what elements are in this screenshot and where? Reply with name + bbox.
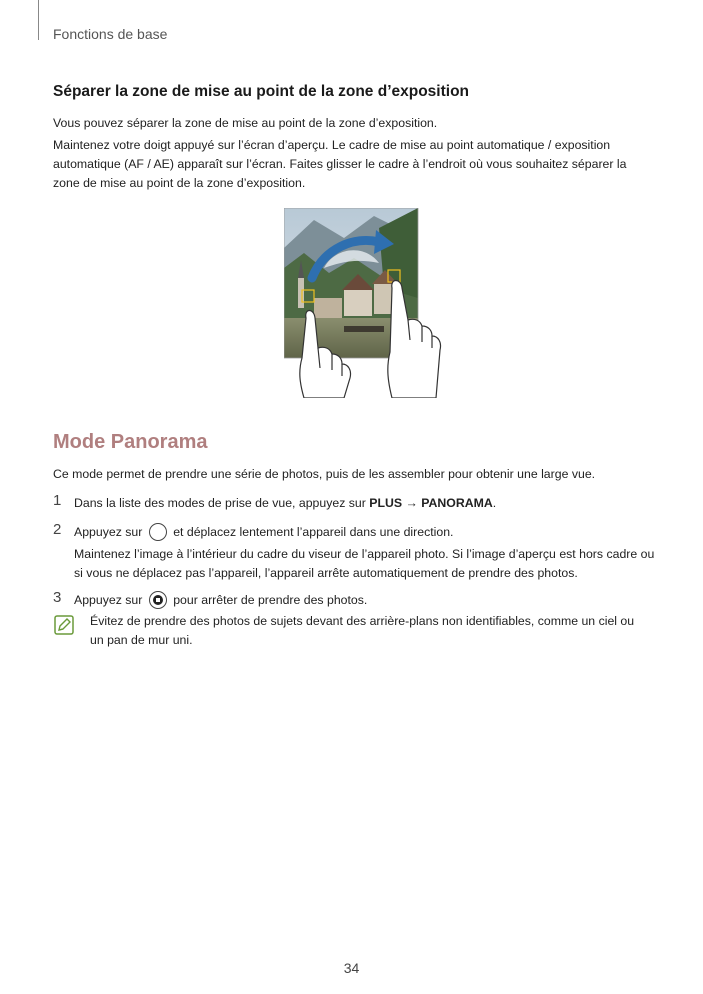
- section-title-panorama: Mode Panorama: [53, 431, 208, 453]
- section-header: Fonctions de base: [53, 26, 168, 42]
- shutter-button-icon: [149, 523, 167, 541]
- page-number: 34: [343, 960, 360, 976]
- step-2-detail: Maintenez l’image à l’intérieur du cadre du viseur de l’appareil photo. Si l’image d’aperçu est hors cadre ou si vous ne déplacez pas l’appareil, l’appareil arrête automatiquement de prendre des photos.: [74, 547, 655, 580]
- panorama-label: PANORAMA: [421, 496, 493, 510]
- focus-exposure-illustration: [284, 208, 469, 398]
- step-2: [74, 523, 664, 542]
- step-1: [74, 494, 664, 513]
- step-number-1: 1: [53, 492, 62, 509]
- header-rule: [38, 0, 39, 40]
- paragraph-instructions: Maintenez votre doigt appuyé sur l’écran d’aperçu. Le cadre de mise au point automatique / exposition automatique (AF / AE) apparaît sur l’écran. Faites glisser le cadre à l’endroit où vous souhaitez séparer la zone de mise au point de la zone d’exposition.: [53, 138, 627, 190]
- step-number-2: 2: [53, 521, 62, 538]
- step-3-text: Appuyez sur: [74, 593, 146, 607]
- step-3-end: pour arrêter de prendre des photos.: [169, 593, 368, 607]
- step-1-end: .: [492, 496, 497, 510]
- step-1-text: Dans la liste des modes de prise de vue, appuyez sur: [74, 496, 370, 510]
- stop-button-icon: [149, 591, 167, 609]
- subsection-title: Séparer la zone de mise au point de la zone d’exposition: [53, 83, 470, 100]
- paragraph-intro: Vous pouvez séparer la zone de mise au point de la zone d’exposition.: [53, 116, 438, 130]
- note-text: Évitez de prendre des photos de sujets devant des arrière-plans non identifiables, comme un ciel ou un pan de mur uni.: [90, 614, 635, 647]
- step-2-text: Appuyez sur: [74, 525, 146, 539]
- plus-label: PLUS: [369, 496, 403, 510]
- note-pencil-icon: [54, 615, 74, 635]
- arrow-glyph: →: [402, 496, 422, 510]
- step-2-end: et déplacez lentement l’appareil dans une direction.: [169, 525, 454, 539]
- panorama-intro: Ce mode permet de prendre une série de photos, puis de les assembler pour obtenir une large vue.: [53, 467, 596, 481]
- step-number-3: 3: [53, 589, 62, 606]
- step-3: [74, 591, 664, 610]
